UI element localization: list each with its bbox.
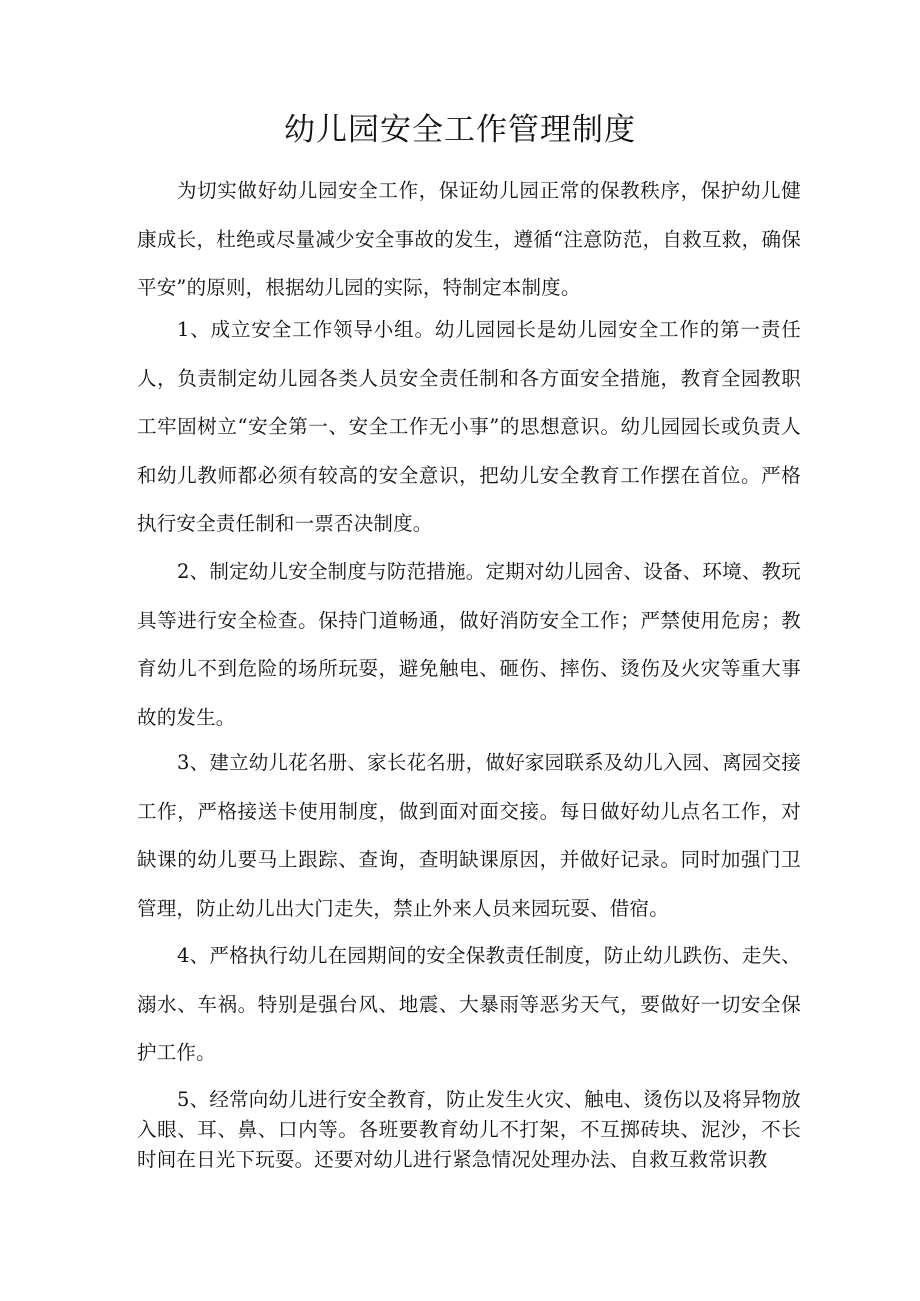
clause-4-paragraph: 4、严格执行幼儿在园期间的安全保教责任制度，防止幼儿跌伤、走失、溺水、车祸。特别是强台风、地震、大暴雨等恶劣天气，要做好一切安全保护工作。 xyxy=(137,944,801,1064)
clause-3-paragraph: 3、建立幼儿花名册、家长花名册，做好家园联系及幼儿入园、离园交接工作，严格接送卡使用制度，做到面对面交接。每日做好幼儿点名工作，对缺课的幼儿要马上跟踪、查询，查明缺课原因，并做好记录。同时加强门卫管理，防止幼儿出大门走失，禁止外来人员来园玩耍、借宿。 xyxy=(137,751,801,920)
clause-2-paragraph: 2、制定幼儿安全制度与防范措施。定期对幼儿园舍、设备、环境、教玩具等进行安全检查。保持门道畅通，做好消防安全工作；严禁使用危房；教育幼儿不到危险的场所玩耍，避免触电、砸伤、摔伤、烫伤及火灾等重大事故的发生。 xyxy=(137,560,801,729)
intro-paragraph: 为切实做好幼儿园安全工作，保证幼儿园正常的保教秩序，保护幼儿健康成长，杜绝或尽量减少安全事故的发生，遵循“注意防范，自救互救，确保平安”的原则，根据幼儿园的实际，特制定本制度。 xyxy=(137,179,801,299)
clause-5-paragraph: 5、经常向幼儿进行安全教育，防止发生火灾、触电、烫伤以及将异物放入眼、耳、鼻、口内等。各班要教育幼儿不打架，不互掷砖块、泥沙，不长时间在日光下玩耍。还要对幼儿进行紧急情况处理办法、自救互救常识教 xyxy=(137,1088,801,1171)
document-title: 幼儿园安全工作管理制度 xyxy=(284,112,636,148)
clause-1-paragraph: 1、成立安全工作领导小组。幼儿园园长是幼儿园安全工作的第一责任人，负责制定幼儿园各类人员安全责任制和各方面安全措施，教育全园教职工牢固树立“安全第一、安全工作无小事”的思想意识。幼儿园园长或负责人和幼儿教师都必须有较高的安全意识，把幼儿安全教育工作摆在首位。严格执行安全责任制和一票否决制度。 xyxy=(137,318,801,535)
